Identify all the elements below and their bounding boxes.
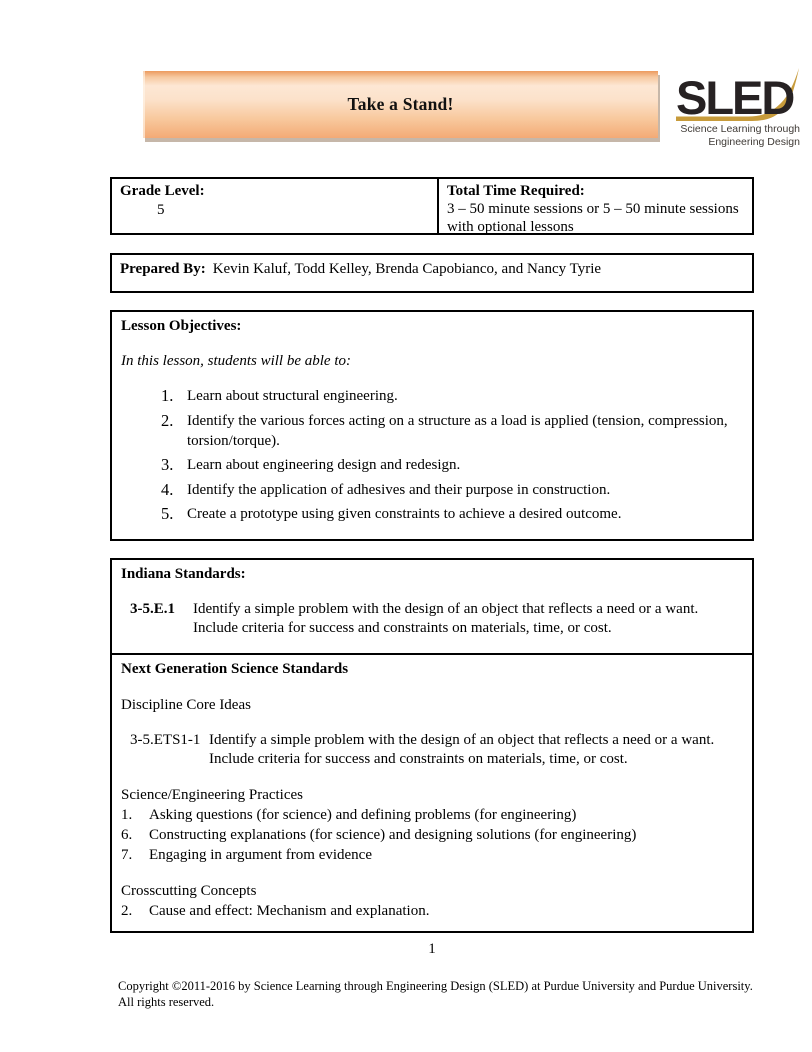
objective-number: 4. bbox=[161, 479, 174, 499]
logo-wordmark: SLED bbox=[676, 71, 794, 124]
practices-heading: Science/Engineering Practices bbox=[121, 787, 304, 803]
prepared-by-value: Kevin Kaluf, Todd Kelley, Brenda Capobianco, and Nancy Tyrie bbox=[212, 261, 602, 277]
objectives-heading: Lesson Objectives: bbox=[121, 318, 242, 334]
standard-code: 3-5.E.1 bbox=[130, 601, 175, 617]
ngss-heading: Next Generation Science Standards bbox=[121, 661, 349, 677]
logo-tagline-line2: Engineering Design bbox=[708, 136, 800, 148]
objective-item bbox=[161, 455, 743, 475]
objectives-list bbox=[121, 386, 743, 524]
practice-number: 6. bbox=[121, 827, 133, 843]
indiana-standard-entry bbox=[130, 600, 743, 638]
grade-time-table bbox=[110, 177, 754, 235]
objective-item bbox=[161, 480, 743, 500]
practice-number: 7. bbox=[121, 847, 133, 863]
objective-item bbox=[161, 386, 743, 406]
objective-text: Learn about structural engineering. bbox=[187, 388, 398, 404]
objective-number: 3. bbox=[161, 455, 174, 474]
copyright-notice bbox=[118, 978, 766, 1010]
objective-number: 1. bbox=[161, 386, 174, 405]
time-required-value: 3 – 50 minute sessions or 5 – 50 minute sessions with optional lessons bbox=[447, 201, 739, 235]
practice-number: 1. bbox=[121, 807, 133, 823]
dci-heading: Discipline Core Ideas bbox=[121, 697, 251, 713]
objective-item bbox=[161, 411, 743, 451]
time-required-cell bbox=[439, 179, 752, 233]
sled-logo-graphic bbox=[658, 64, 804, 150]
prepared-by-label: Prepared By: bbox=[120, 261, 206, 277]
grade-level-label: Grade Level: bbox=[120, 183, 205, 199]
ngss-standard-entry bbox=[130, 731, 743, 769]
objective-number: 5. bbox=[161, 504, 174, 523]
lesson-objectives-box bbox=[110, 310, 754, 541]
practice-text: Constructing explanations (for science) and designing solutions (for engineering) bbox=[149, 827, 637, 843]
page-title: Take a Stand! bbox=[347, 94, 454, 114]
copyright-line2: All rights reserved. bbox=[118, 995, 215, 1009]
objective-text: Create a prototype using given constraints to achieve a desired outcome. bbox=[187, 506, 622, 522]
crosscutting-number: 2. bbox=[121, 903, 133, 919]
indiana-standards-section bbox=[112, 560, 752, 655]
indiana-standards-heading: Indiana Standards: bbox=[121, 566, 246, 582]
practice-item bbox=[121, 845, 743, 865]
standard-text: Identify a simple problem with the design of an object that reflects a need or a want. Include criteria for success and constraints on materials, time, or cost. bbox=[209, 732, 715, 767]
time-required-label: Total Time Required: bbox=[447, 183, 585, 199]
title-banner bbox=[143, 71, 658, 138]
standards-table bbox=[110, 558, 754, 933]
crosscutting-item bbox=[121, 901, 743, 921]
standard-code: 3-5.ETS1-1 bbox=[130, 732, 201, 748]
grade-level-cell bbox=[112, 179, 439, 233]
objective-text: Identify the application of adhesives and their purpose in construction. bbox=[187, 481, 611, 498]
objective-text: Identify the various forces acting on a structure as a load is applied (tension, compression, torsion/torque). bbox=[187, 412, 728, 449]
objective-text: Learn about engineering design and redesign. bbox=[187, 457, 461, 473]
prepared-by-box bbox=[110, 253, 754, 293]
practice-item bbox=[121, 825, 743, 845]
grade-level-value: 5 bbox=[157, 202, 165, 218]
objective-item bbox=[161, 504, 743, 524]
practice-text: Asking questions (for science) and defining problems (for engineering) bbox=[149, 807, 577, 823]
copyright-line1: Copyright ©2011-2016 by Science Learning through Engineering Design (SLED) at Purdue University and Purdue University. bbox=[118, 979, 753, 993]
objective-number: 2. bbox=[161, 410, 174, 430]
logo-tagline-line1: Science Learning through bbox=[680, 123, 800, 135]
crosscutting-text: Cause and effect: Mechanism and explanation. bbox=[149, 903, 430, 919]
ngss-section bbox=[112, 655, 752, 931]
standard-text: Identify a simple problem with the design of an object that reflects a need or a want. Include criteria for success and constraints on materials, time, or cost. bbox=[193, 601, 699, 636]
practice-item bbox=[121, 805, 743, 825]
practice-text: Engaging in argument from evidence bbox=[149, 847, 372, 863]
crosscutting-heading: Crosscutting Concepts bbox=[121, 883, 257, 899]
objectives-intro: In this lesson, students will be able to: bbox=[121, 353, 351, 369]
sled-logo bbox=[658, 64, 804, 150]
page-number: 1 bbox=[428, 941, 436, 957]
